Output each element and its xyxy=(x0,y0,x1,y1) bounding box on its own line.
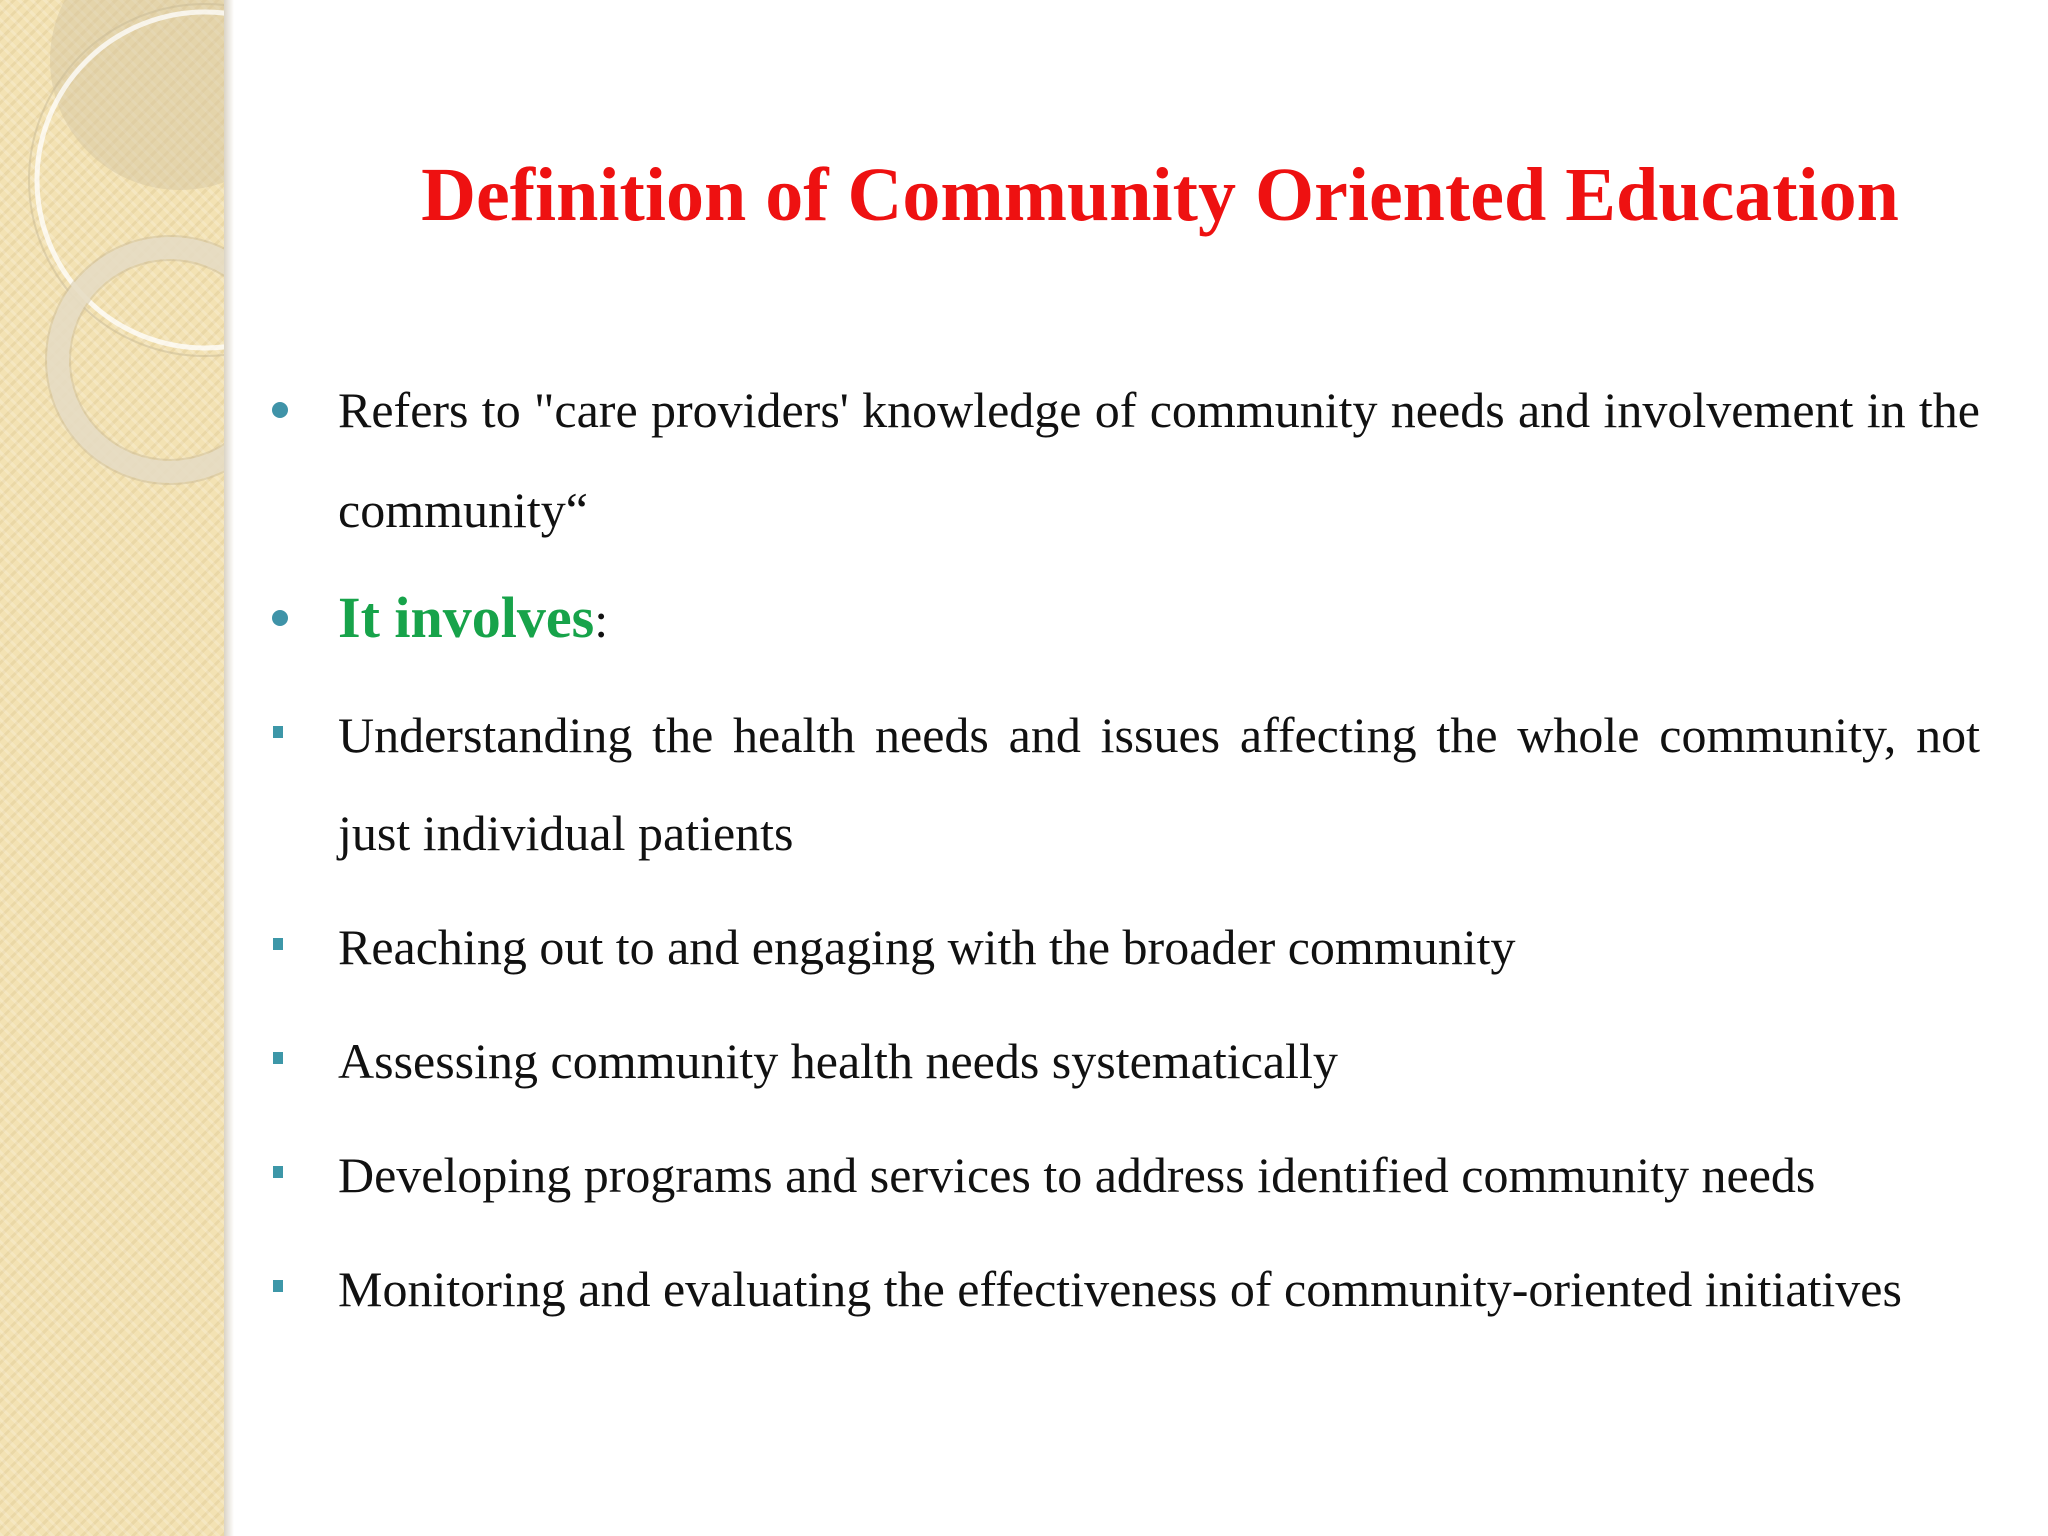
round-bullet-icon xyxy=(272,610,288,626)
decorative-side-panel xyxy=(0,0,224,1536)
slide-content xyxy=(260,360,1980,1354)
sub-item-text: Understanding the health needs and issues affecting the whole community, not just individual patients xyxy=(338,707,1980,861)
sub-item-reaching xyxy=(260,898,1980,996)
bullet-item-definition xyxy=(260,360,1980,560)
sub-item-assessing xyxy=(260,1012,1980,1110)
sub-item-text: Reaching out to and engaging with the broader community xyxy=(338,919,1516,975)
side-panel-shadow xyxy=(224,0,234,1536)
square-bullet-icon xyxy=(273,1166,283,1178)
square-bullet-icon xyxy=(273,726,283,738)
square-bullet-icon xyxy=(273,1280,283,1292)
square-bullet-icon xyxy=(273,1052,283,1064)
square-bullet-icon xyxy=(273,938,283,950)
sub-item-monitoring xyxy=(260,1240,1980,1338)
sub-item-understanding xyxy=(260,686,1980,882)
round-bullet-icon xyxy=(272,402,288,418)
involves-colon: : xyxy=(594,592,609,648)
sub-item-text: Developing programs and services to address identified community needs xyxy=(338,1147,1816,1203)
bullet-text: Refers to "care providers' knowledge of community needs and involvement in the community“ xyxy=(338,382,1980,538)
decorative-rings-graphic xyxy=(0,0,224,520)
sub-item-text: Assessing community health needs systematically xyxy=(338,1033,1338,1089)
slide-title: Definition of Community Oriented Education xyxy=(421,153,1899,237)
involves-heading: It involves xyxy=(338,585,595,650)
sub-item-text: Monitoring and evaluating the effectiveness of community-oriented initiatives xyxy=(338,1261,1902,1317)
bullet-item-involves xyxy=(260,568,1980,670)
sub-item-developing xyxy=(260,1126,1980,1224)
